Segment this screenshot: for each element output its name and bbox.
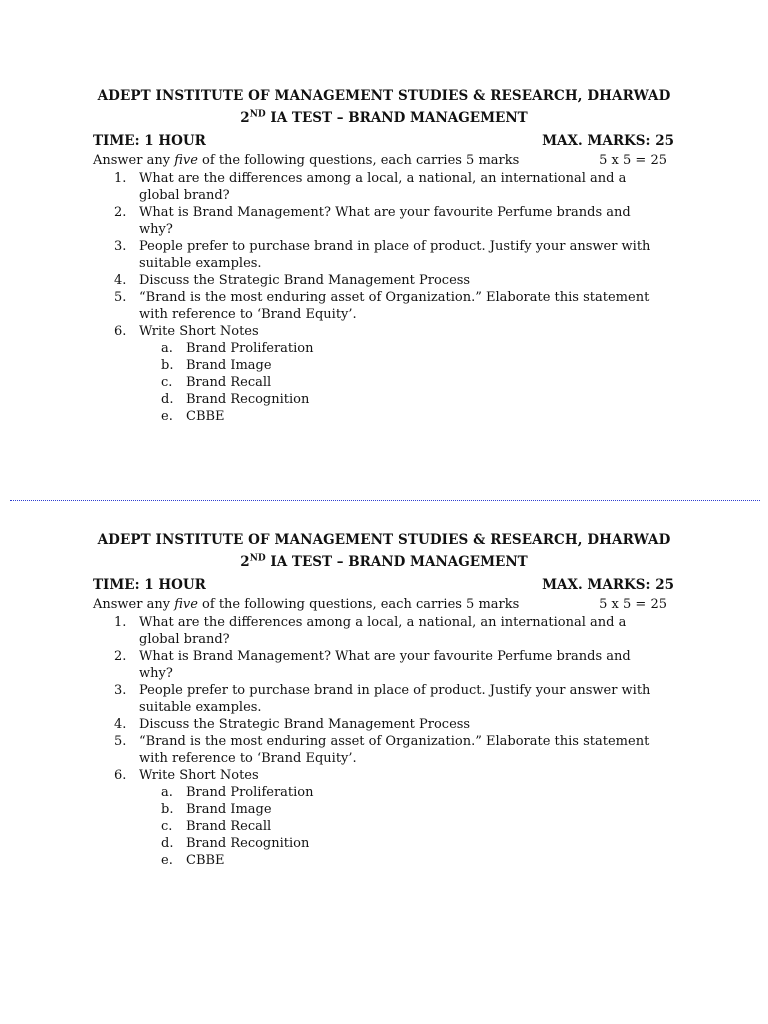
institute-title: ADEPT INSTITUTE OF MANAGEMENT STUDIES & RESEARCH, DHARWAD — [97, 88, 671, 104]
test-number: 2 — [240, 554, 250, 570]
short-note-letter: e. — [161, 409, 173, 424]
short-note-text: CBBE — [186, 853, 225, 868]
question-number: 1. — [114, 171, 127, 186]
short-note-text: Brand Image — [186, 358, 272, 373]
question-text: What are the differences among a local, a national, an international and a global brand? — [139, 171, 627, 203]
short-note-item — [139, 852, 668, 869]
question-number: 5. — [114, 290, 127, 305]
question-item — [0, 170, 768, 204]
question-list — [0, 170, 768, 425]
short-note-item — [139, 357, 668, 374]
question-text: People prefer to purchase brand in place of product. Justify your answer with suitable examples. — [139, 239, 651, 271]
short-note-text: CBBE — [186, 409, 225, 424]
question-item — [0, 272, 768, 289]
short-note-text: Brand Recall — [186, 819, 272, 834]
marks-calculation: 5 x 5 = 25 — [599, 153, 667, 168]
test-number-suffix: ND — [249, 109, 266, 120]
short-note-letter: a. — [161, 785, 173, 800]
short-notes-list — [139, 340, 668, 425]
institute-title: ADEPT INSTITUTE OF MANAGEMENT STUDIES & RESEARCH, DHARWAD — [97, 532, 671, 548]
short-note-letter: e. — [161, 853, 173, 868]
question-item — [0, 733, 768, 767]
short-note-text: Brand Recall — [186, 375, 272, 390]
question-item — [0, 204, 768, 238]
short-note-text: Brand Proliferation — [186, 341, 314, 356]
question-text: What is Brand Management? What are your favourite Perfume brands and why? — [139, 205, 631, 237]
question-text: People prefer to purchase brand in place of product. Justify your answer with suitable examples. — [139, 683, 651, 715]
question-text: Write Short Notes — [139, 324, 259, 339]
instructions-part-1: Answer any — [93, 153, 175, 168]
short-note-letter: a. — [161, 341, 173, 356]
question-number: 6. — [114, 768, 127, 783]
question-number: 4. — [114, 273, 127, 288]
question-number: 2. — [114, 649, 127, 664]
short-note-item — [139, 408, 668, 425]
question-item — [0, 767, 768, 869]
question-text: “Brand is the most enduring asset of Organization.” Elaborate this statement with reference to ‘Brand Equity’. — [139, 734, 650, 766]
question-item — [0, 238, 768, 272]
short-note-text: Brand Proliferation — [186, 785, 314, 800]
instructions-part-1: Answer any — [93, 597, 175, 612]
short-note-letter: d. — [161, 836, 174, 851]
test-number: 2 — [240, 110, 250, 126]
question-item — [0, 323, 768, 425]
question-item — [0, 716, 768, 733]
exam-time: TIME: 1 HOUR — [93, 133, 206, 149]
marks-calculation: 5 x 5 = 25 — [599, 597, 667, 612]
question-item — [0, 614, 768, 648]
short-note-item — [139, 784, 668, 801]
instructions-text — [93, 596, 519, 614]
short-note-letter: c. — [161, 819, 173, 834]
exam-meta — [0, 574, 768, 596]
short-note-letter: b. — [161, 802, 174, 817]
question-list — [0, 614, 768, 869]
test-number-suffix: ND — [249, 553, 266, 564]
exam-meta — [0, 130, 768, 152]
question-paper-2 — [0, 530, 768, 869]
short-note-text: Brand Recognition — [186, 836, 310, 851]
short-notes-list — [139, 784, 668, 869]
question-number: 3. — [114, 239, 127, 254]
short-note-text: Brand Image — [186, 802, 272, 817]
cut-line-divider — [10, 500, 760, 501]
question-number: 4. — [114, 717, 127, 732]
short-note-item — [139, 835, 668, 852]
instructions-part-2: of the following questions, each carries 5 marks — [197, 597, 520, 612]
question-item — [0, 648, 768, 682]
short-note-letter: b. — [161, 358, 174, 373]
question-number: 3. — [114, 683, 127, 698]
short-note-item — [139, 374, 668, 391]
question-item — [0, 682, 768, 716]
question-number: 1. — [114, 615, 127, 630]
max-marks: MAX. MARKS: 25 — [542, 133, 674, 149]
short-note-item — [139, 801, 668, 818]
short-note-letter: c. — [161, 375, 173, 390]
short-note-item — [139, 391, 668, 408]
short-note-item — [139, 818, 668, 835]
instructions — [0, 596, 768, 614]
test-subject: IA TEST – BRAND MANAGEMENT — [265, 110, 528, 126]
test-title — [0, 550, 768, 574]
question-paper-1 — [0, 86, 768, 425]
short-note-text: Brand Recognition — [186, 392, 310, 407]
question-number: 6. — [114, 324, 127, 339]
question-text: “Brand is the most enduring asset of Organization.” Elaborate this statement with reference to ‘Brand Equity’. — [139, 290, 650, 322]
question-text: What are the differences among a local, a national, an international and a global brand? — [139, 615, 627, 647]
test-subject: IA TEST – BRAND MANAGEMENT — [265, 554, 528, 570]
question-text: Discuss the Strategic Brand Management Process — [139, 273, 471, 288]
exam-time: TIME: 1 HOUR — [93, 577, 206, 593]
question-text: Write Short Notes — [139, 768, 259, 783]
max-marks: MAX. MARKS: 25 — [542, 577, 674, 593]
short-note-item — [139, 340, 668, 357]
short-note-letter: d. — [161, 392, 174, 407]
instructions-emphasis: five — [174, 597, 198, 612]
instructions-emphasis: five — [174, 153, 198, 168]
question-text: What is Brand Management? What are your favourite Perfume brands and why? — [139, 649, 631, 681]
question-number: 5. — [114, 734, 127, 749]
instructions-text — [93, 152, 519, 170]
question-number: 2. — [114, 205, 127, 220]
instructions-part-2: of the following questions, each carries 5 marks — [197, 153, 520, 168]
question-item — [0, 289, 768, 323]
instructions — [0, 152, 768, 170]
test-title — [0, 106, 768, 130]
question-text: Discuss the Strategic Brand Management Process — [139, 717, 471, 732]
